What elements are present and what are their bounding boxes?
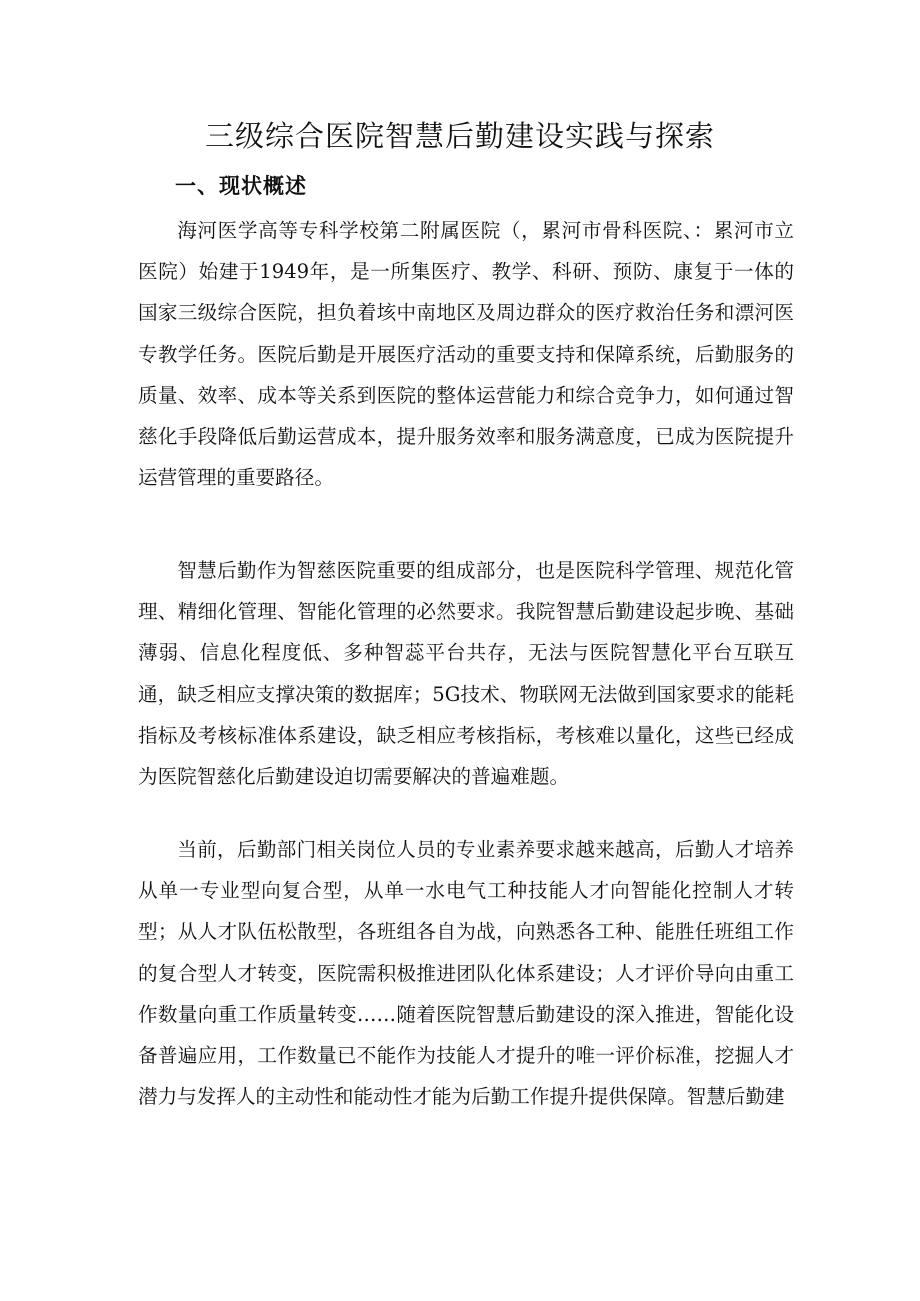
document-title: 三级综合医院智慧后勤建设实践与探索	[204, 119, 715, 153]
section-heading: 一、现状概述	[175, 174, 307, 198]
paragraph-1: 海河医学高等专科学校第二附属医院（，累河市骨科医院、：累河市立医院）始建于1949年，是一所集医疗、教学、科研、预防、康复于一体的国家三级综合医院，担负着垓中南地区及周边群众的医疗救治任务和漂河医专教学任务。医院后勤是开展医疗活动的重要支持和保障系统，后勤服务的质量、效率、成本等关系到医院的整体运营能力和综合竞争力，如何通过智慈化手段降低后勤运营成本，提升服务效率和服务满意度，已成为医院提升运营管理的重要路径。	[138, 219, 794, 490]
paragraph-3: 当前，后勤部门相关岗位人员的专业素养要求越来越高，后勤人才培养从单一专业型向复合型，从单一水电气工种技能人才向智能化控制人才转型；从人才队伍松散型，各班组各自为战，向熟悉各工种、能胜任班组工作的复合型人才转变，医院需积极推进团队化体系建设；人才评价导向由重工作数量向重工作质量转变……随着医院智慧后勤建设的深入推进，智能化设备普遍应用，工作数量已不能作为技能人才提升的唯一评价标准，挖掘人才潜力与发挥人的主动性和能动性才能为后勤工作提升提供保障。智慧后勤建	[138, 838, 794, 1109]
paragraph-2: 智慧后勤作为智慈医院重要的组成部分，也是医院科学管理、规范化管理、精细化管理、智能化管理的必然要求。我院智慧后勤建设起步晚、基础薄弱、信息化程度低、多种智蕊平台共存，无法与医院智慧化平台互联互通，缺乏相应支撑决策的数据库；5G技术、物联网无法做到国家要求的能耗指标及考核标准体系建设，缺乏相应考核指标，考核难以量化，这些已经成为医院智慈化后勤建设迫切需要解决的普遍难题。	[138, 559, 794, 789]
